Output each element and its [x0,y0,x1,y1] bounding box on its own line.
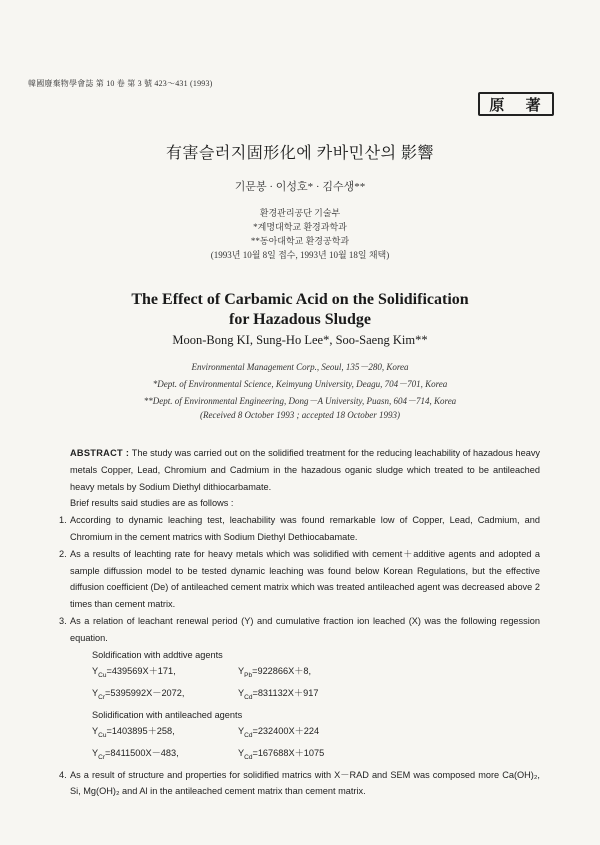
english-received-dates: (Received 8 October 1993 ; accepted 18 October 1993) [200,410,400,420]
equation: $Y_{Cu}=1403895+258$, [92,726,175,740]
korean-title: 有害슬러지固形化에 카바민산의 影響 [165,145,435,162]
english-affiliation: **Dept. of Environmental Engineering, Dong－A University, Puasn, 604－714, Korea [143,396,457,406]
equation: $Y_{Cd}=167688X+1075$ [238,748,325,761]
abstract-section [59,445,541,800]
list-item-text: According to dynamic leaching test, leachability was found remarkable low of Copper, Lead, Cadmium, and Chromium in the cement matrics with Sodium Diethyl Dethiocabamate. [70,515,540,542]
list-item-number: 4. [59,769,67,780]
equation: $Y_{Cd}=232400X+224$ [238,726,320,740]
list-item [59,613,540,647]
english-title-line: The Effect of Carbamic Acid on the Solidification [131,291,469,308]
abstract-brief: Brief results said studies are as follows : [70,498,234,509]
list-item [59,546,540,613]
equation: $Y_{Cd}=831132X+917$ [238,687,319,701]
equation: $Y_{Cr}=5395992X-2072$, [92,687,185,701]
results-list-continued [59,767,540,801]
abstract-intro [70,445,540,495]
equation-row [70,685,540,707]
list-item-text: As a result of structure and properties for solidified matrics with X－RAD and SEM was composed more Ca(OH)₂, Si, Mg(OH)₂ and Al in the antileached cement matrix than cement matrix. [70,769,540,797]
journal-citation: 韓國廢棄物學會誌 第 10 卷 第 3 號 423～431 (1993) [28,79,213,88]
list-item [59,767,540,801]
equation-group-label: Soldification with addtive agents [92,649,223,660]
article-type-badge: 原 著 [478,92,554,116]
english-authors: Moon-Bong KI, Sung-Ho Lee*, Soo-Saeng Kim** [172,333,428,347]
results-list [59,512,540,646]
equation: $Y_{Cu}=439569X+171$, [92,666,176,680]
equation-group-label: Solidification with antileached agents [92,709,243,720]
abstract-intro-text: The study was carried out on the solidified treatment for the reducing leachability of hazadous heavy metals Copper, Lead, Chromium and Cadmium in the hazadous oganic sludge which treated to be antileached heavy metals by Sodium Diethyl dithiocarbamate. [70,448,541,492]
korean-received-dates: (1993년 10월 8일 접수, 1993년 10월 18일 채택) [210,250,390,260]
equation-row [70,745,540,767]
english-title [0,290,600,330]
list-item-number: 2. [59,548,67,559]
list-item-text: As a relation of leachant renewal period (Y) and cumulative fraction ion leached (X) was the following regession equation. [70,615,540,643]
equation: $Y_{Cr}=8411500X-483$, [92,748,179,761]
english-affiliation: Environmental Management Corp., Seoul, 135－280, Korea [191,362,409,372]
list-item-number: 3. [59,615,67,626]
abstract-label: ABSTRACT : [70,448,130,458]
korean-affiliation: **동아대학교 환경공학과 [250,236,350,246]
english-title-line: for Hazadous Sludge [229,311,371,328]
korean-affiliation: *계명대학교 환경과학과 [253,222,347,232]
equation-row [70,723,540,745]
equation: $Y_{Pb}=922866X+8$, [238,666,312,680]
korean-affiliation: 환경관리공단 기술부 [259,208,341,218]
list-item-number: 1. [59,515,67,526]
english-affiliation: *Dept. of Environmental Science, Keimyung University, Deagu, 704－701, Korea [152,379,448,389]
list-item-text: As a results of leachting rate for heavy metals which was solidified with cement＋additive agents and adopted a sample diffussion model to be tested dynamic leaching was found below Korean Regulations, but the effective diffusion coefficient (De) of antileached cement matrix which was treated antileached agent was decreased above 2 times than cement matrix. [70,548,540,610]
korean-authors: 기문봉 · 이성호* · 김수생** [234,181,366,193]
list-item [59,512,540,546]
equation-row [70,663,540,685]
